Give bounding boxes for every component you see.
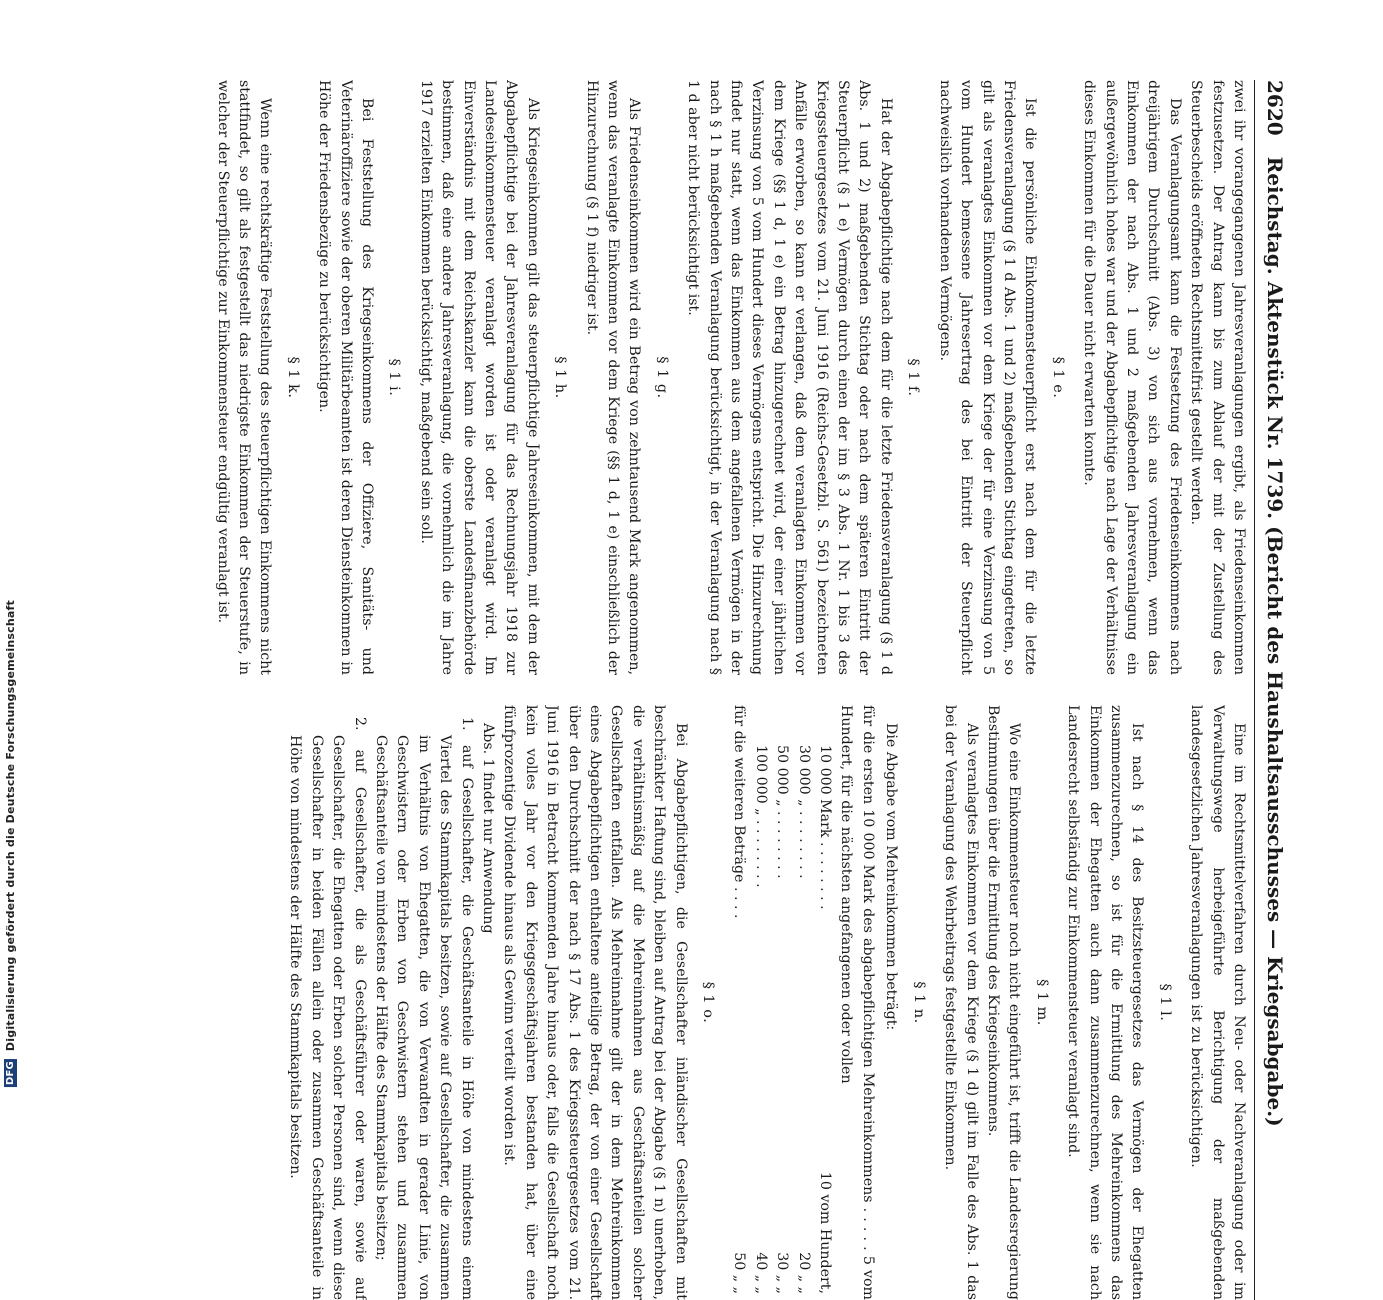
rate-row bbox=[728, 705, 749, 1300]
page-header bbox=[1254, 80, 1295, 1300]
list-item bbox=[284, 717, 370, 1300]
list-number: 1. bbox=[458, 717, 475, 731]
rate-amount: 50 000 „ . . . . . . . . bbox=[774, 745, 791, 879]
paragraph: Wenn eine rechtskräftige Feststellung des steuerpflichtigen Einkommens nicht stattfindet, so gilt als festgestellt das niedrigste Einkommen der Steuerstufe, in welcher der Steuerpflichtige zur Einkommensteuer endgültig veranlagt ist. bbox=[214, 80, 274, 675]
rate-amount: 10 000 Mark . . . . . . . . bbox=[817, 745, 834, 910]
page-number: 2620 bbox=[1263, 80, 1287, 136]
section-heading: § 1 n. bbox=[910, 981, 927, 1024]
page-title: Reichstag. Aktenstück Nr. 1739. (Bericht des Haushaltsausschusses — Kriegsabgabe.) bbox=[1263, 156, 1287, 1127]
section-heading: § 1 m. bbox=[1033, 979, 1050, 1026]
rate-percent: 20 „ „ bbox=[795, 1252, 812, 1294]
rate-percent: 30 „ „ bbox=[774, 1252, 791, 1294]
paragraph: Die Abgabe vom Mehreinkommen beträgt: bbox=[883, 723, 900, 1031]
paragraph: Ist nach § 14 des Besitzsteuergesetzes das Vermögen der Ehegatten zusammenzurechnen, so ist für die Ermittlung des Mehreinkommens das Einkommen der Ehegatten auch dann zusammenzurechnen, wenn sie nach Landesrecht selbständig zur Einkommensteuer veranlagt sind. bbox=[1065, 705, 1146, 1300]
section-heading: § 1 k. bbox=[284, 356, 301, 399]
paragraph: Hat der Abgabepflichtige nach dem für die letzte Friedensveranlagung (§ 1 d Abs. 1 und 2) maßgebenden Stichtag oder nach dem späteren Eintritt der Steuerpflicht (§ 1 e) Vermögen durch einen der im § 3 Abs. 1 Nr. 1 bis 3 des Kriegssteuergesetzes vom 21. Juni 1916 (Reichs-Gesetzbl. S. 561) bezeichneten Anfälle erworben, so kann er verlangen, daß dem veranlagten Einkommen vor dem Kriege (§§ 1 d, 1 e) ein Betrag hinzugerechnet wird, der einer jährlichen Verzinsung von 5 vom Hundert dieses Vermögens entspricht. Die Hinzurechnung findet nur statt, wenn das Einkommen aus dem angefallenen Vermögen in der nach § 1 h maßgebenden Veranlagung berücksichtigt, in der Veranlagung nach § 1 d aber nicht berücksichtigt ist. bbox=[685, 80, 894, 675]
rate-row bbox=[771, 705, 792, 1300]
paragraph: Bei Feststellung des Kriegseinkommens der Offiziere, Sanitäts- und Veterinäroffiziere sowie der oberen Militärbeamten ist deren Diensteinkommen in Höhe der Friedensbezüge zu berücksichtigen. bbox=[316, 80, 375, 675]
paragraph: Als Kriegseinkommen gilt das steuerpflichtige Jahreseinkommen, mit dem der Abgabepflichtige bei der Jahresveranlagung für das Rechnungsjahr 1918 zur Landeseinkommensteuer veranlagt worden ist oder veranlagt wird. Im Einverständnis mit dem Reichskanzler kann die oberste Landesfinanzbehörde bestimmen, daß eine andere Jahresveranlagung, die vornehmlich die im Jahre 1917 erzielten Einkommen berücksichtigt, maßgebend sein soll. bbox=[417, 80, 541, 675]
section-heading: § 1 g. bbox=[653, 356, 670, 399]
rate-percent: 50 „ „ bbox=[731, 1252, 748, 1294]
numbered-list bbox=[284, 705, 477, 1300]
rate-table bbox=[728, 705, 878, 1300]
rate-row bbox=[749, 705, 770, 1300]
section-heading: § 1 i. bbox=[386, 358, 403, 397]
rate-intro: für die ersten 10 000 Mark des abgabepflichtigen Mehreinkommens . . . . . 5 vom Hundert, für die nächsten angefangenen oder vollen bbox=[838, 705, 876, 1300]
section-heading: § 1 l. bbox=[1156, 983, 1173, 1022]
paragraph: Als Friedenseinkommen wird ein Betrag von zehntausend Mark angenommen, wenn das veranlagte Einkommen vor dem Kriege (§§ 1 d, 1 e) einschließlich der Hinzurechnung (§ 1 f) niedriger ist. bbox=[583, 80, 643, 675]
list-number: 2. bbox=[351, 717, 368, 731]
rate-amount: 30 000 „ . . . . . . . . bbox=[795, 745, 812, 879]
rate-percent: 40 „ „ bbox=[752, 1252, 769, 1294]
rate-amount: 100 000 „ . . . . . . . . bbox=[752, 745, 769, 888]
digitization-credit bbox=[4, 600, 17, 1087]
list-text: auf Gesellschafter, die Geschäftsanteile in Höhe von mindestens einem Viertel des Stammkapitals besitzen, sowie auf Gesellschafter, die zusammen im Verhältnis von Ehegatten, die von Verwandten in gerader Linie, von Geschwistern oder Erben von Geschwistern stehen und zusammen Geschäftsanteile von mindestens der Hälfte des Stammkapitals besitzen; bbox=[372, 735, 475, 1300]
rate-row bbox=[814, 705, 835, 1300]
paragraph: Wo eine Einkommensteuer noch nicht eingeführt ist, trifft die Landesregierung Bestimmungen über die Ermittlung des Kriegseinkommens. bbox=[984, 705, 1023, 1300]
paragraph: Abs. 1 findet nur Anwendung bbox=[480, 723, 496, 934]
list-item bbox=[370, 717, 477, 1300]
credit-text: Digitalisierung gefördert durch die Deutsche Forschungsgemeinschaft bbox=[4, 600, 17, 1052]
paragraph: Bei Abgabepflichtigen, die Gesellschafter inländischer Gesellschaften mit beschränkter Haftung sind, bleiben auf Antrag bei der Abgabe (§ 1 n) unerhoben, die verhältnismäßig auf die Mehreinnahmen aus Geschäftsanteilen solcher Gesellschaften entfallen. Als Mehreinnahme gilt der in dem Mehreinkommen eines Abgabepflichtigen enthaltene anteilige Betrag, der von einer Gesellschaft über den Durchschnitt der nach § 17 Abs. 1 des Kriegssteuergesetzes vom 21. Juni 1916 in Betracht kommenden Jahre hinaus oder, falls die Gesellschaft noch kein volles Jahr vor den Kriegsgeschäftsjahren bestanden hat, über eine fünfprozentige Dividende hinaus als Gewinn verteilt worden ist. bbox=[501, 705, 689, 1300]
dfg-logo: DFG bbox=[5, 1061, 16, 1086]
rate-amount: für die weiteren Beträge . . . . bbox=[731, 705, 748, 919]
section-heading: § 1 o. bbox=[700, 981, 717, 1024]
right-column bbox=[159, 705, 1249, 1300]
paragraph: Eine im Rechtsmittelverfahren durch Neu- oder Nachveranlagung oder im Verwaltungswege herbeigeführte Berichtigung der maßgebenden landesgesetzlichen Jahresveranlagungen ist zu berücksichtigen. bbox=[1188, 705, 1247, 1300]
section-heading: § 1 h. bbox=[552, 356, 569, 399]
left-column bbox=[159, 80, 1249, 675]
section-heading: § 1 f. bbox=[905, 358, 922, 397]
rate-percent: 10 vom Hundert, bbox=[817, 1171, 834, 1294]
paragraph: Ist die persönliche Einkommensteuerpflicht erst nach dem für die letzte Friedensveranlagung (§ 1 d Abs. 1 und 2) maßgebenden Stichtag eingetreten, so gilt als veranlagtes Einkommen vor dem Kriege der für eine Verzinsung von 5 vom Hundert bemessene Jahresertrag des bei Eintritt der Steuerpflicht nachweislich vorhandenen Vermögens. bbox=[936, 80, 1039, 675]
rate-row bbox=[792, 705, 813, 1300]
section-heading: § 1 e. bbox=[1049, 356, 1066, 399]
paragraph: Das Veranlagungsamt kann die Festsetzung des Friedenseinkommens nach dreijährigem Durchschnitt (Abs. 3) von sich aus vornehmen, wenn das Einkommen der nach Abs. 1 und 2 maßgebenden Jahresveranlagung ein außergewöhnlich hohes war und der Abgabepflichtige nach Lage der Verhältnisse dieses Einkommen für die Dauer nicht erwarten konnte. bbox=[1081, 80, 1183, 675]
paragraph: Als veranlagtes Einkommen vor dem Kriege (§ 1 d) gilt im Falle des Abs. 1 das bei der Veranlagung des Wehrbeitrags festgestellte Einkommen. bbox=[942, 705, 980, 1300]
list-text: auf Gesellschafter, die als Geschäftsführer oder waren, sowie auf Gesellschafter, die Ehegatten oder Erben solcher Personen sind, wenn diese Gesellschafter in beiden Fällen allein oder zusammen Geschäftsanteile in Höhe von mindestens der Hälfte des Stammkapitals besitzen. bbox=[287, 735, 368, 1300]
paragraph: zwei ihr vorangegangenen Jahresveranlagungen ergibt, als Friedenseinkommen festzusetzen. Der Antrag kann bis zum Ablauf der mit der Zustellung des Steuerbescheids eröffneten Rechtsmittelfrist gestellt werden. bbox=[1188, 80, 1247, 675]
